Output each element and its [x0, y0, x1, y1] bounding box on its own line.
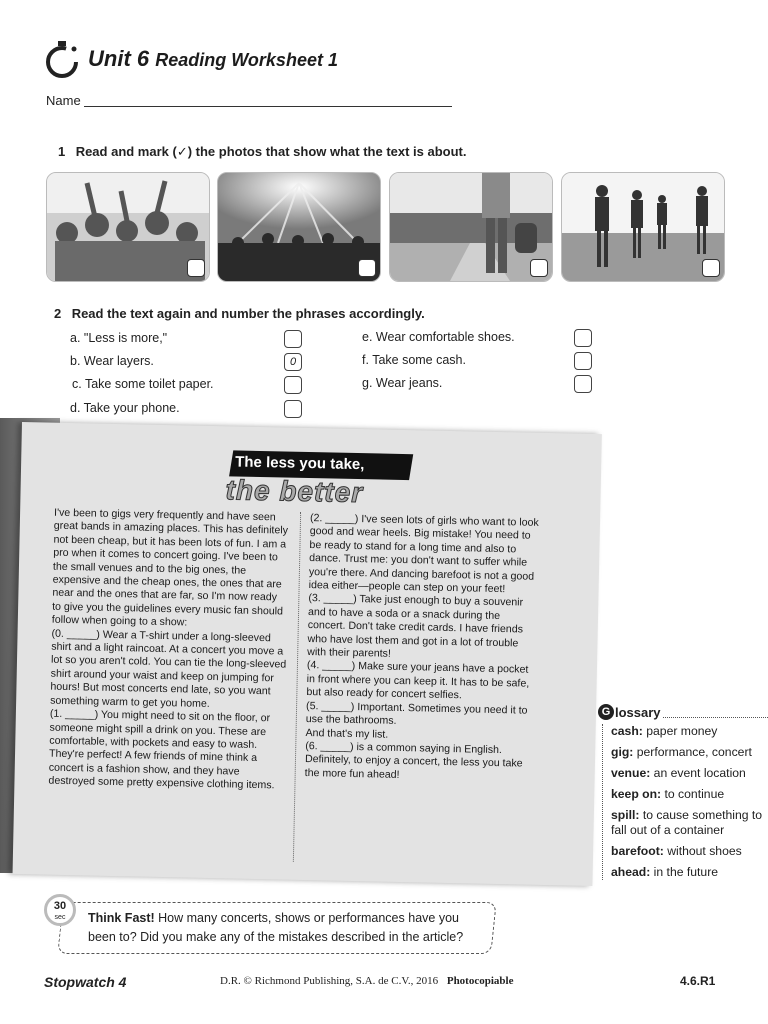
article-paragraph: (5. _____) Important. Sometimes you need it to use the bathrooms.: [305, 699, 528, 728]
glossary-term: ahead:: [611, 865, 651, 879]
think-fast-label: Think Fast!: [88, 911, 155, 925]
copyright-text: D.R. © Richmond Publishing, S.A. de C.V., 2016: [220, 975, 439, 987]
phrase-a-answer-box[interactable]: [284, 330, 302, 348]
question-2-number: 2: [54, 306, 62, 321]
timer-icon: [44, 894, 76, 926]
photo-2-checkbox[interactable]: [358, 259, 376, 277]
phrase-e-answer-box[interactable]: [574, 329, 592, 347]
article-paragraph: And that's my list.: [305, 726, 389, 741]
magazine-article: [13, 422, 602, 886]
think-fast-question: How many concerts, shows or performances have you been to? Did you make any of the mistakes described in the article?: [88, 911, 464, 944]
phrase-b-answer-box[interactable]: 0: [284, 353, 302, 371]
article-paragraph: (1. _____) You might need to sit on the floor, or someone might spill a drink on you. These are comfortable, with pockets and easy to wash. They're perfect! A few friends of mine think a concert is a fashion show, and they have destroyed some pretty expensive clothing items.: [48, 707, 275, 792]
glossary-term: spill:: [611, 808, 640, 822]
phrase-e: e. Wear comfortable shoes.: [362, 330, 515, 344]
photo-1-checkbox[interactable]: [187, 259, 205, 277]
glossary-definition: in the future: [650, 865, 719, 879]
glossary-initial: G: [598, 704, 614, 720]
glossary-definition: without shoes: [663, 844, 742, 858]
phrase-d-answer-box[interactable]: [284, 400, 302, 418]
hiker-with-backpack-photo: [389, 172, 553, 282]
article-paragraph: (3. _____) Take just enough to buy a souvenir and to have a soda or a snack during the concert. Don't take credit cards. I have friends who have lost them and got in a lot of trouble with their parents!: [307, 592, 524, 660]
glossary-term: cash:: [611, 724, 643, 738]
glossary-term: venue:: [611, 766, 651, 780]
glossary-definition: to continue: [661, 787, 725, 801]
question-1-text: Read and mark (✓) the photos that show what the text is about.: [75, 144, 467, 159]
article-column-2: [305, 512, 543, 785]
phrase-f: f. Take some cash.: [362, 353, 466, 367]
article-paragraph: I've been to gigs very frequently and have seen great bands in amazing places. This has definitely not been cheap, but it has been lots of fun. I am a pro when it comes to concert going. I've been to the small venues and to the big ones, the expensive and the cheap ones, the ones that are near and the ones that are far, so I'm now ready to give you the guidelines every music fan should follow when going to a show:: [51, 506, 289, 629]
timer-value: 30: [53, 900, 67, 912]
phrase-d: d. Take your phone.: [70, 401, 180, 415]
stopwatch-icon: [44, 40, 80, 80]
phrase-c-answer-box[interactable]: [284, 376, 302, 394]
phrase-g-answer-box[interactable]: [574, 375, 592, 393]
glossary-term: barefoot:: [611, 844, 664, 858]
worksheet-title: [88, 46, 338, 72]
glossary-item: [611, 844, 768, 859]
phrase-b: b. Wear layers.: [70, 354, 154, 368]
stage-lights-crowd-photo: [217, 172, 381, 282]
worksheet-code: 4.6.R1: [680, 974, 716, 988]
column-divider: [293, 512, 301, 862]
worksheet-subtitle: Reading Worksheet 1: [155, 50, 338, 70]
fashion-show-runway-photo: [561, 172, 725, 282]
glossary-item: [611, 766, 768, 781]
glossary-item: [611, 724, 768, 739]
photocopiable-label: Photocopiable: [446, 975, 514, 987]
think-fast-text: [88, 909, 488, 947]
phrase-a: a. "Less is more,": [70, 331, 168, 345]
glossary-definition: an event location: [650, 766, 746, 780]
glossary-definition: paper money: [642, 724, 718, 738]
unit-label: Unit 6: [88, 46, 150, 71]
article-paragraph: (2. _____) I've seen lots of girls who want to look good and wear heels. Big mistake! You need to be ready to stand for a long time and also to dance. Trust me: you don't want to suffer while you're there. And dancing barefoot is not a good idea either—people can step on your feet!: [308, 512, 539, 596]
glossary-definition: to cause something to fall out of a container: [611, 808, 763, 837]
glossary-item: [611, 787, 768, 802]
glossary: [598, 704, 768, 886]
question-2: [54, 305, 425, 323]
copyright-notice: [220, 975, 513, 987]
glossary-item: [611, 745, 768, 760]
phrase-f-answer-box[interactable]: [574, 352, 592, 370]
glossary-item: [611, 865, 768, 880]
glossary-list: [602, 724, 768, 880]
phrase-c: c. Take some toilet paper.: [72, 377, 214, 391]
name-field[interactable]: [84, 106, 452, 107]
timer-unit: sec: [54, 914, 66, 921]
glossary-title: [598, 704, 768, 720]
glossary-term: keep on:: [611, 787, 662, 801]
crowd-at-concert-photo: [46, 172, 210, 282]
question-1-number: 1: [58, 144, 66, 159]
photo-4-checkbox[interactable]: [702, 259, 720, 277]
question-2-text: Read the text again and number the phrases accordingly.: [71, 306, 425, 321]
article-paragraph: (0. _____) Wear a T-shirt under a long-sleeved shirt and a light raincoat. At a concert you move a lot so you aren't cold. You can tie the long-sleeved shirt around your waist and keep on jumping for hours! But most concerts end late, so you want something warm to get you home.: [50, 627, 287, 710]
article-column-1: [48, 507, 290, 793]
phrase-g: g. Wear jeans.: [362, 376, 443, 390]
question-1: [58, 143, 467, 161]
glossary-title-text: lossary: [615, 704, 661, 720]
glossary-dotted-rule: [663, 707, 768, 718]
name-label: Name: [46, 93, 81, 108]
photo-3-checkbox[interactable]: [530, 259, 548, 277]
glossary-item: [611, 808, 768, 838]
glossary-term: gig:: [611, 745, 634, 759]
article-paragraph: (4. _____) Make sure your jeans have a pocket in front where you can keep it. It has to be safe, but also ready for concert selfies.: [306, 659, 530, 702]
glossary-definition: performance, concert: [633, 745, 752, 759]
article-paragraph: (6. _____) is a common saying in English. Definitely, to enjoy a concert, the less you take the more fun ahead!: [304, 739, 523, 781]
stopwatch-logo: Stopwatch 4: [44, 974, 127, 990]
article-headline-bottom: the better: [225, 474, 364, 509]
article-headline-top: The less you take,: [235, 453, 365, 474]
